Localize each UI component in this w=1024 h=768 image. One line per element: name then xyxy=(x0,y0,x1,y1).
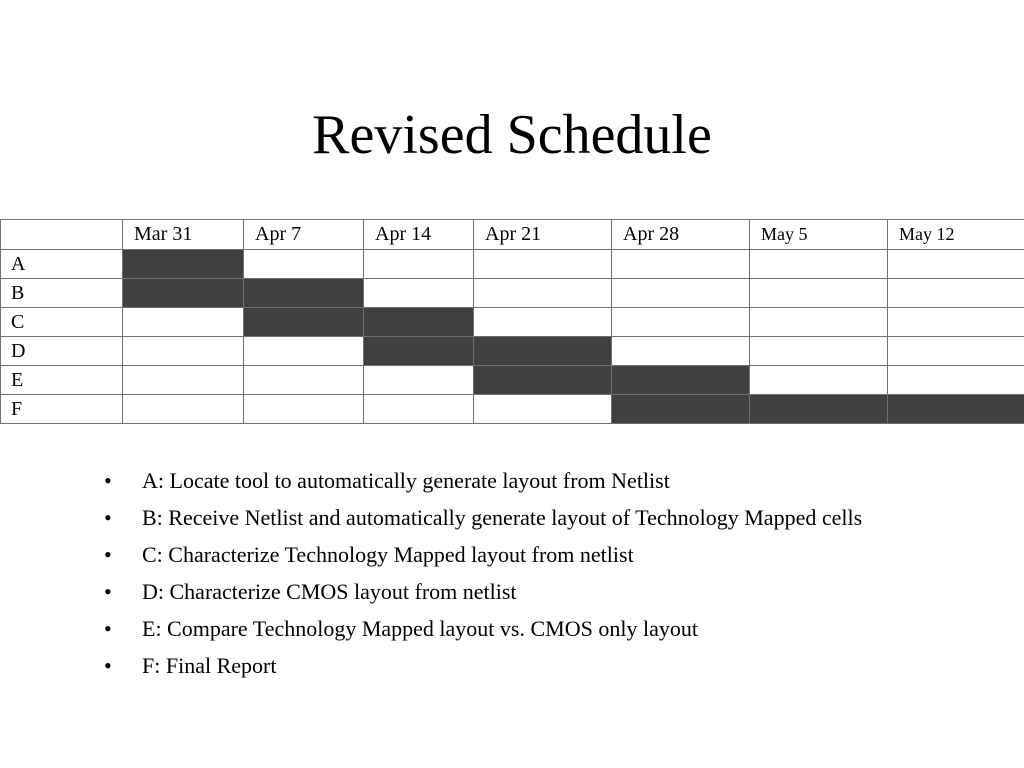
schedule-cell xyxy=(474,250,612,279)
corner-cell xyxy=(1,220,123,250)
bullet-icon: • xyxy=(104,468,112,493)
task-item xyxy=(104,577,944,607)
schedule-cell xyxy=(244,250,364,279)
column-header: May 5 xyxy=(750,220,888,250)
schedule-row xyxy=(1,337,1024,366)
schedule-cell xyxy=(364,366,474,395)
task-item xyxy=(104,466,944,496)
schedule-cell xyxy=(244,366,364,395)
bullet-icon: • xyxy=(104,653,112,678)
schedule-cell xyxy=(750,308,888,337)
row-label: E xyxy=(1,366,123,395)
schedule-cell xyxy=(888,366,1024,395)
bullet-icon: • xyxy=(104,542,112,567)
schedule-cell-filled xyxy=(474,337,612,366)
task-text: C: Characterize Technology Mapped layout from netlist xyxy=(142,542,634,567)
schedule-cell xyxy=(888,308,1024,337)
schedule-cell-filled xyxy=(612,366,750,395)
row-label: A xyxy=(1,250,123,279)
schedule-cell-filled xyxy=(123,279,244,308)
schedule-cell-filled xyxy=(364,308,474,337)
schedule-cell xyxy=(612,308,750,337)
column-header: Apr 7 xyxy=(244,220,364,250)
schedule-cell xyxy=(750,366,888,395)
schedule-cell xyxy=(244,395,364,424)
task-item xyxy=(104,614,944,644)
schedule-cell-filled xyxy=(474,366,612,395)
schedule-table xyxy=(0,219,1024,424)
task-text: A: Locate tool to automatically generate layout from Netlist xyxy=(142,468,670,493)
task-text: E: Compare Technology Mapped layout vs. CMOS only layout xyxy=(142,616,698,641)
schedule-cell xyxy=(750,279,888,308)
column-header: Mar 31 xyxy=(123,220,244,250)
bullet-icon: • xyxy=(104,616,112,641)
schedule-cell-filled xyxy=(364,337,474,366)
schedule-row xyxy=(1,250,1024,279)
schedule-cell xyxy=(474,308,612,337)
row-label: C xyxy=(1,308,123,337)
row-label: B xyxy=(1,279,123,308)
column-header: Apr 14 xyxy=(364,220,474,250)
schedule-cell xyxy=(888,337,1024,366)
header-row xyxy=(1,220,1024,250)
task-text: F: Final Report xyxy=(142,653,277,678)
schedule-cell xyxy=(244,337,364,366)
schedule-cell-filled xyxy=(750,395,888,424)
row-label: F xyxy=(1,395,123,424)
schedule-cell-filled xyxy=(123,250,244,279)
column-header: May 12 xyxy=(888,220,1024,250)
schedule-cell xyxy=(123,395,244,424)
schedule-cell-filled xyxy=(244,308,364,337)
schedule-cell xyxy=(612,279,750,308)
schedule-row xyxy=(1,395,1024,424)
schedule-row xyxy=(1,279,1024,308)
task-item xyxy=(104,540,944,570)
schedule-cell-filled xyxy=(888,395,1024,424)
schedule-cell xyxy=(750,337,888,366)
schedule-cell xyxy=(750,250,888,279)
schedule-row xyxy=(1,308,1024,337)
schedule-cell xyxy=(364,395,474,424)
schedule-cell-filled xyxy=(612,395,750,424)
schedule-cell xyxy=(364,279,474,308)
bullet-icon: • xyxy=(104,505,112,530)
schedule-row xyxy=(1,366,1024,395)
schedule-cell xyxy=(123,308,244,337)
column-header: Apr 28 xyxy=(612,220,750,250)
column-header: Apr 21 xyxy=(474,220,612,250)
task-item xyxy=(104,651,944,681)
schedule-cell xyxy=(474,279,612,308)
schedule-cell xyxy=(123,337,244,366)
bullet-icon: • xyxy=(104,579,112,604)
schedule-cell xyxy=(612,250,750,279)
task-list xyxy=(104,466,944,688)
slide-title: Revised Schedule xyxy=(312,104,712,166)
schedule-cell xyxy=(474,395,612,424)
schedule-cell xyxy=(612,337,750,366)
task-item xyxy=(104,503,944,533)
task-text: B: Receive Netlist and automatically generate layout of Technology Mapped cells xyxy=(142,505,863,530)
row-label: D xyxy=(1,337,123,366)
task-text: D: Characterize CMOS layout from netlist xyxy=(142,579,517,604)
schedule-cell xyxy=(888,279,1024,308)
schedule-body xyxy=(1,220,1024,424)
schedule-cell xyxy=(364,250,474,279)
schedule-cell xyxy=(888,250,1024,279)
schedule-cell xyxy=(123,366,244,395)
schedule-cell-filled xyxy=(244,279,364,308)
